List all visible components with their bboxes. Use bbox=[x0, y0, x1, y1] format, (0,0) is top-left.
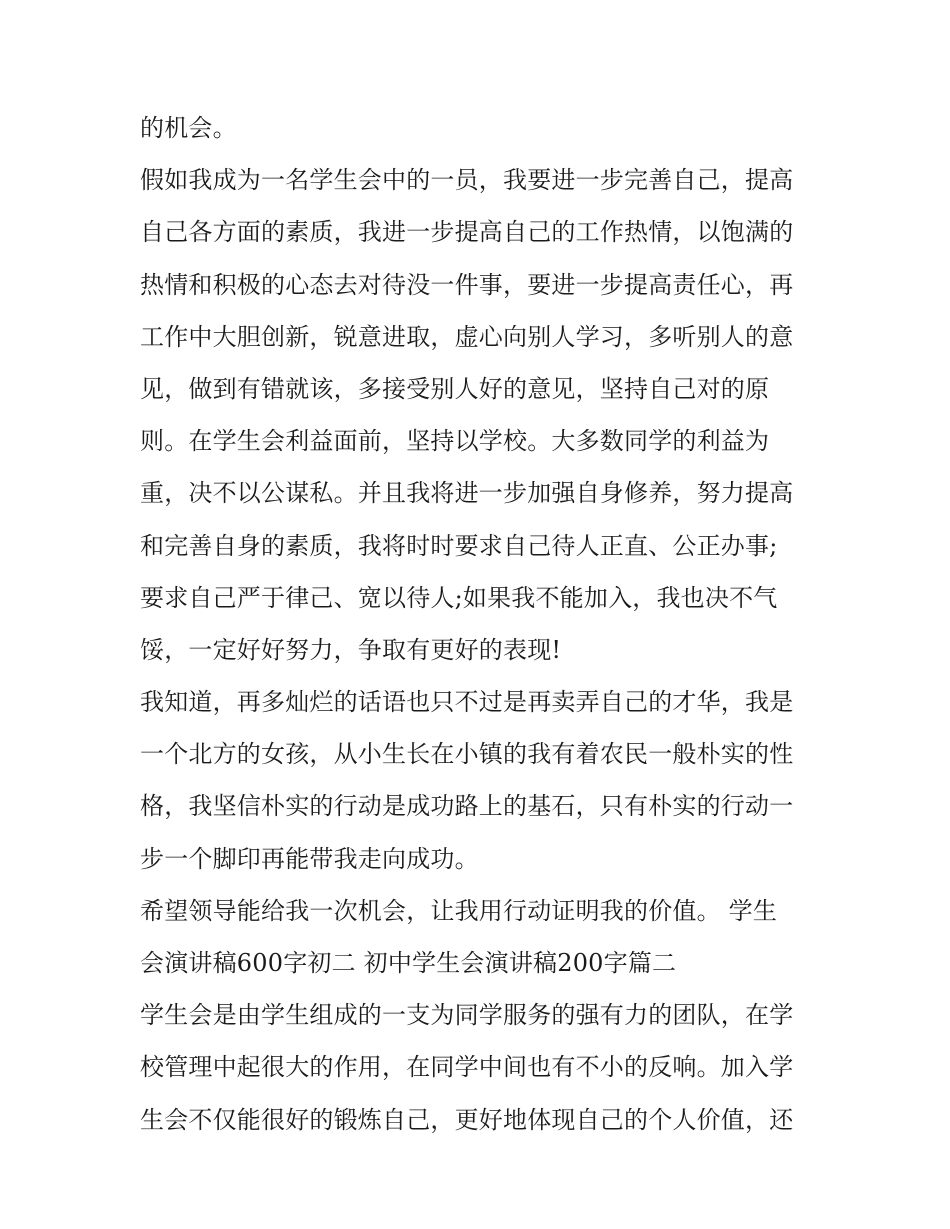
text-line: 假如我成为一名学生会中的一员，我要进一步完善自己，提高 bbox=[140, 166, 794, 195]
text-line: 希望领导能给我一次机会，让我用行动证明我的价值。 学生 bbox=[140, 896, 778, 925]
text-line: 格，我坚信朴实的行动是成功路上的基石，只有朴实的行动一 bbox=[140, 792, 794, 821]
document-body bbox=[140, 106, 820, 1150]
text-line: 自己各方面的素质，我进一步提高自己的工作热情，以饱满的 bbox=[140, 218, 794, 247]
text-line: 馁，一定好好努力，争取有更好的表现! bbox=[140, 635, 562, 664]
text-line: 步一个脚印再能带我走向成功。 bbox=[140, 844, 479, 873]
text-line: 重，决不以公谋私。并且我将进一步加强自身修养，努力提高 bbox=[140, 479, 794, 508]
text-line: 我知道，再多灿烂的话语也只不过是再卖弄自己的才华，我是 bbox=[140, 688, 794, 717]
text-line: 会演讲稿600字初二 初中学生会演讲稿200字篇二 bbox=[140, 949, 677, 977]
text-line: 工作中大胆创新，锐意进取，虚心向别人学习，多听别人的意 bbox=[140, 322, 794, 351]
text-line: 校管理中起很大的作用，在同学中间也有不小的反响。加入学 bbox=[140, 1053, 794, 1082]
text-line: 则。在学生会利益面前，坚持以学校。大多数同学的利益为 bbox=[140, 427, 770, 456]
text-line: 和完善自身的素质，我将时时要求自己待人正直、公正办事; bbox=[140, 531, 778, 560]
text-line: 的机会。 bbox=[140, 114, 237, 142]
text-line: 生会不仅能很好的锻炼自己，更好地体现自己的个人价值，还 bbox=[140, 1105, 794, 1134]
text-line: 学生会是由学生组成的一支为同学服务的强有力的团队，在学 bbox=[140, 1001, 794, 1030]
text-line: 热情和积极的心态去对待没一件事，要进一步提高责任心，再 bbox=[140, 270, 794, 299]
text-line: 要求自己严于律己、宽以待人;如果我不能加入，我也决不气 bbox=[140, 583, 778, 612]
text-line: 一个北方的女孩，从小生长在小镇的我有着农民一般朴实的性 bbox=[140, 740, 794, 769]
text-line: 见，做到有错就该，多接受别人好的意见，坚持自己对的原 bbox=[140, 374, 770, 403]
